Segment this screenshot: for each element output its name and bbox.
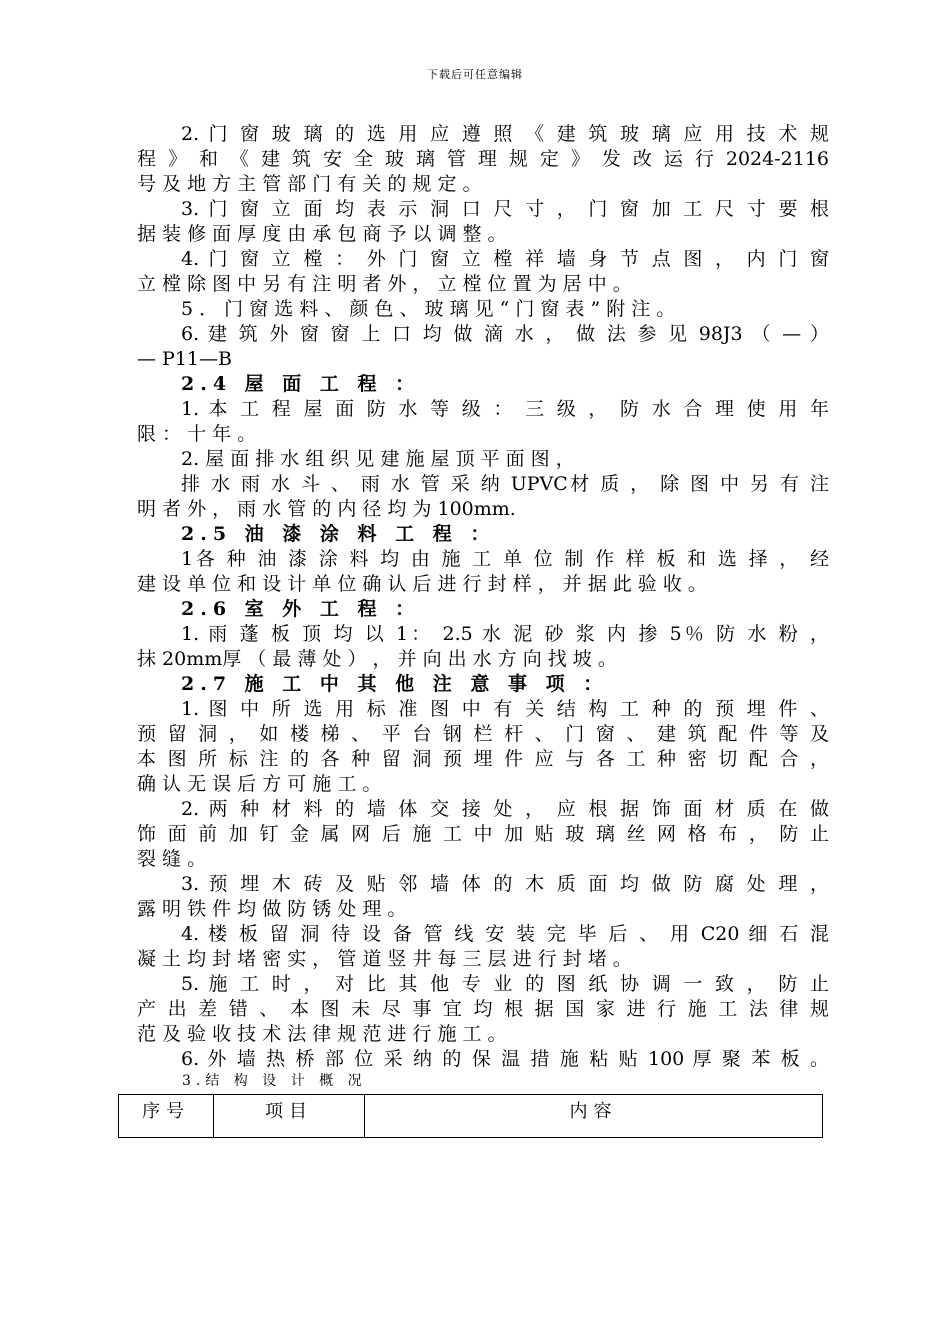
- text-line: 立 樘 除 图 中 另 有 注 明 者 外 ， 立 樘 位 置 为 居 中 。: [137, 273, 632, 295]
- text-line: 3. 门 窗 立 面 均 表 示 洞 口 尺 寸 ， 门 窗 加 工 尺 寸 要 根: [181, 198, 829, 220]
- text-line: 范 及 验 收 技 术 法 律 规 范 进 行 施 工 。: [137, 1023, 507, 1045]
- text-line: 4. 门 窗 立 樘 ： 外 门 窗 立 樘 祥 墙 身 节 点 图 ， 内 门 窗: [181, 248, 829, 270]
- text-line: 5. 施 工 时 ， 对 比 其 他 专 业 的 图 纸 协 调 一 致 ， 防 止: [181, 973, 829, 995]
- text-line: 1. 雨 蓬 板 顶 均 以 1： 2.5 水 泥 砂 浆 内 掺 5％ 防 水 粉 ，: [181, 623, 829, 645]
- text-line: 建 设 单 位 和 设 计 单 位 确 认 后 进 行 封 样 ， 并 据 此 验 收 。: [137, 573, 707, 595]
- text-line: 产 出 差 错 、 本 图 未 尽 事 宜 均 根 据 国 家 进 行 施 工 法 律 规: [137, 998, 829, 1020]
- text-line: 抹 20mm厚 （ 最 薄 处 ） ， 并 向 出 水 方 向 找 坡 。: [137, 648, 617, 670]
- text-line: 3. 预 埋 木 砖 及 贴 邻 墙 体 的 木 质 面 均 做 防 腐 处 理 ，: [181, 873, 829, 895]
- structure-table: [118, 1094, 823, 1138]
- text-line: 1. 本 工 程 屋 面 防 水 等 级 ： 三 级 ， 防 水 合 理 使 用 年: [181, 398, 829, 420]
- text-line: 饰 面 前 加 钉 金 属 网 后 施 工 中 加 贴 玻 璃 丝 网 格 布 ， 防 止: [137, 823, 829, 845]
- text-line: 明 者 外 ， 雨 水 管 的 内 径 均 为 100mm.: [137, 498, 516, 520]
- table-header-row: [119, 1095, 823, 1138]
- text-line: 限 ： 十 年 。: [137, 423, 257, 445]
- text-line: 凝 土 均 封 堵 密 实 ， 管 道 竖 井 每 三 层 进 行 封 堵 。: [137, 948, 632, 970]
- text-line: 2. 屋 面 排 水 组 织 见 建 施 屋 顶 平 面 图 ，: [181, 448, 575, 470]
- section-heading: 2.7 施 工 中 其 他 注 意 事 项 ：: [181, 673, 609, 695]
- text-line: 5 ． 门 窗 选 料 、 颜 色 、 玻 璃 见 “ 门 窗 表 ” 附 注 。: [181, 298, 676, 320]
- section-heading: 2.6 室 外 工 程 ：: [181, 598, 421, 620]
- document-body: [137, 122, 829, 1072]
- text-line: — P11—B: [137, 348, 232, 370]
- section-caption: 3.结 构 设 计 概 况: [182, 1073, 367, 1089]
- text-line: 1各 种 油 漆 涂 料 均 由 施 工 单 位 制 作 样 板 和 选 择 ， 经: [181, 548, 829, 570]
- page-header: 下载后可任意编辑: [427, 68, 523, 81]
- text-line: 本 图 所 标 注 的 各 种 留 洞 预 埋 件 应 与 各 工 种 密 切 配 合 ，: [137, 748, 829, 770]
- text-line: 确 认 无 误 后 方 可 施 工 。: [137, 773, 382, 795]
- text-line: 露 明 铁 件 均 做 防 锈 处 理 。: [137, 898, 407, 920]
- col-header-item: 项目: [214, 1095, 365, 1138]
- col-header-index: 序号: [119, 1095, 214, 1138]
- section-heading: 2.4 屋 面 工 程 ：: [181, 373, 421, 395]
- text-line: 2. 两 种 材 料 的 墙 体 交 接 处 ， 应 根 据 饰 面 材 质 在 做: [181, 798, 829, 820]
- text-line: 预 留 洞 ， 如 楼 梯 、 平 台 钢 栏 杆 、 门 窗 、 建 筑 配 件 等 及: [137, 723, 829, 745]
- text-line: 1. 图 中 所 选 用 标 准 图 中 有 关 结 构 工 种 的 预 埋 件 、: [181, 698, 829, 720]
- text-line: 2. 门 窗 玻 璃 的 选 用 应 遵 照 《 建 筑 玻 璃 应 用 技 术 规: [181, 123, 829, 145]
- text-line: 裂 缝 。: [137, 848, 207, 870]
- text-line: 号 及 地 方 主 管 部 门 有 关 的 规 定 。: [137, 173, 482, 195]
- text-line: 程 》 和 《 建 筑 安 全 玻 璃 管 理 规 定 》 发 改 运 行 2024-2116: [137, 148, 829, 170]
- section-heading: 2.5 油 漆 涂 料 工 程 ：: [181, 523, 496, 545]
- text-line: 6. 建 筑 外 窗 窗 上 口 均 做 滴 水 ， 做 法 参 见 98J3 （ — ）: [181, 323, 829, 345]
- text-line: 据 装 修 面 厚 度 由 承 包 商 予 以 调 整 。: [137, 223, 507, 245]
- col-header-content: 内容: [365, 1095, 823, 1138]
- text-line: 4. 楼 板 留 洞 待 设 备 管 线 安 装 完 毕 后 、 用 C20 细 石 混: [181, 923, 829, 945]
- text-line: 6. 外 墙 热 桥 部 位 采 纳 的 保 温 措 施 粘 贴 100 厚 聚 苯 板 。: [181, 1048, 829, 1070]
- text-line: 排 水 雨 水 斗 、 雨 水 管 采 纳 UPVC材 质 ， 除 图 中 另 有 注: [181, 473, 829, 495]
